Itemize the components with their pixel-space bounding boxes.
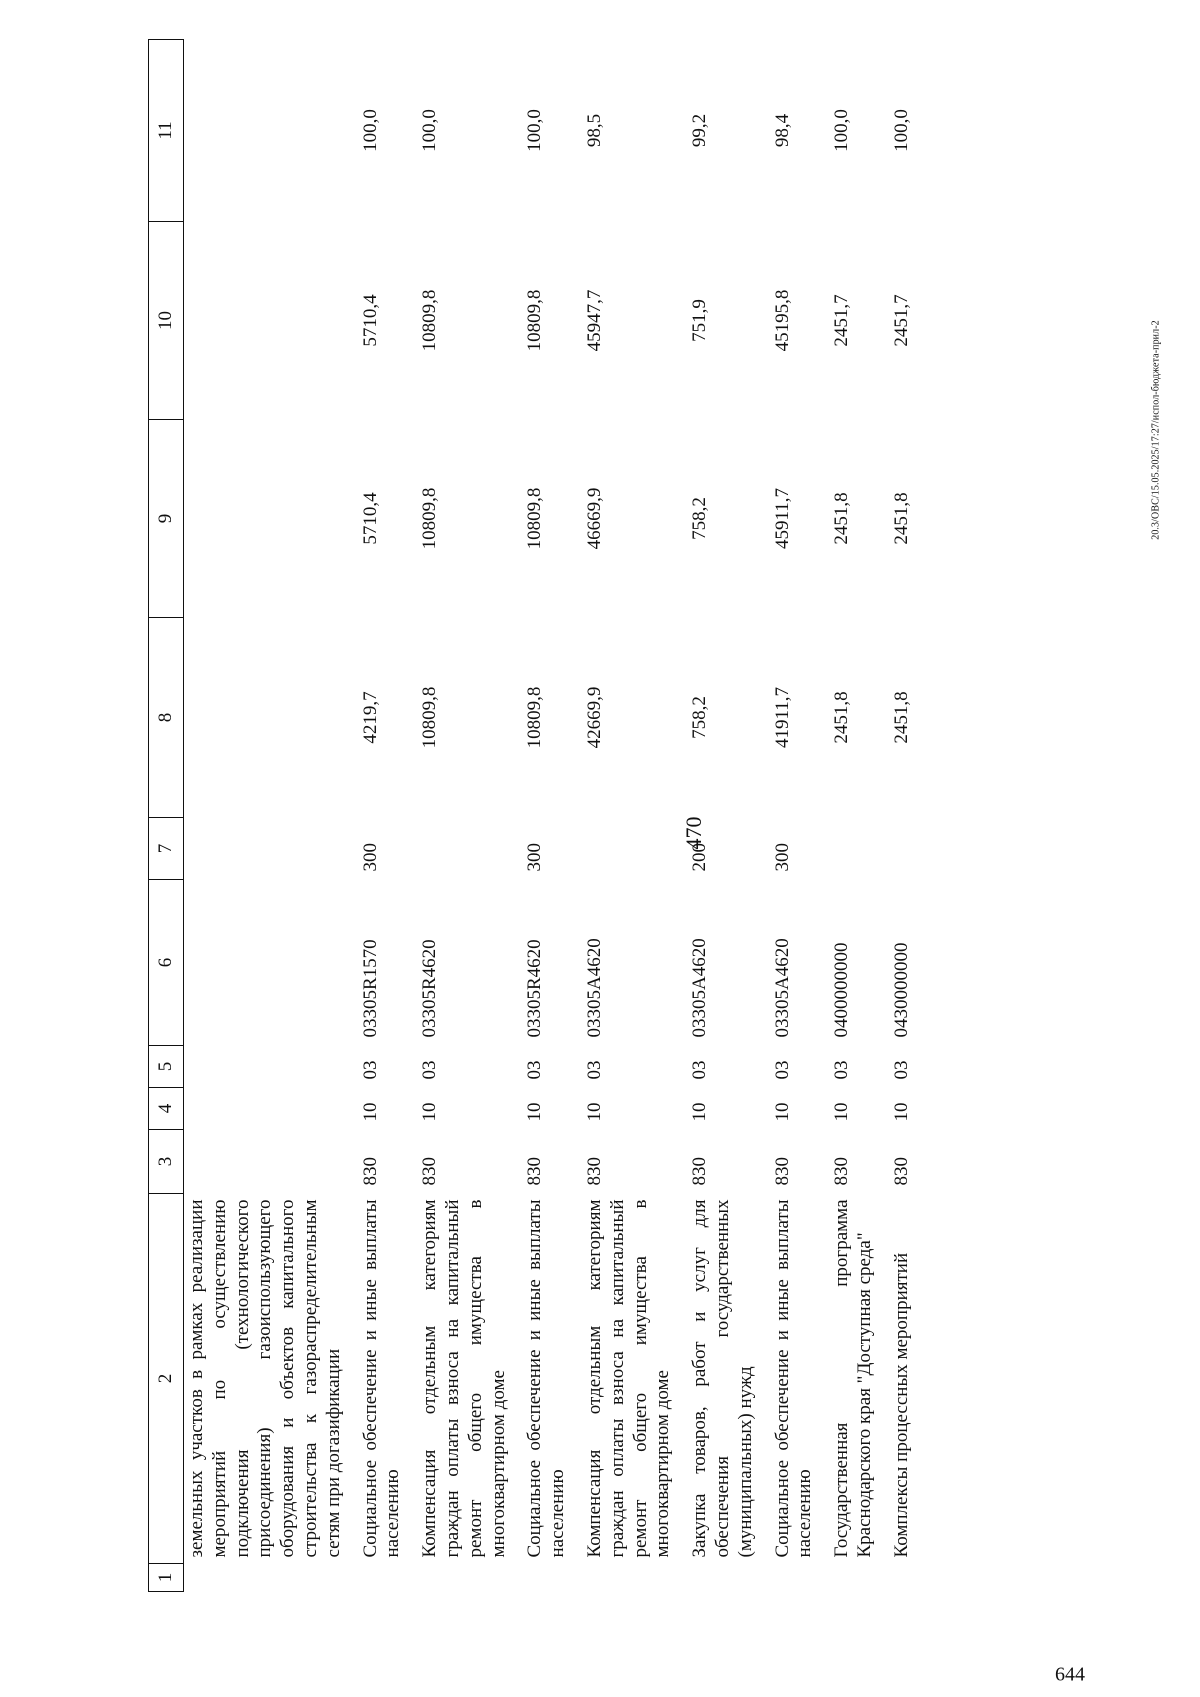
revised-amount-cell: 10809,8 [524, 487, 546, 550]
budget-table-rotated [148, 40, 1200, 1592]
row-number-cell [184, 1564, 356, 1592]
section-cell: 10 [524, 1102, 546, 1122]
revised-amount-cell: 10809,8 [419, 487, 441, 550]
description-cell: Государственная программа Краснодарского края "Доступная среда" [831, 1199, 875, 1558]
approved-amount-cell [184, 618, 356, 818]
expense-type-cell: 300 [359, 843, 381, 872]
execution-percent-cell: 98,5 [583, 113, 605, 148]
column-header: 6 [149, 880, 184, 1046]
column-header: 7 [149, 818, 184, 880]
column-header: 11 [149, 40, 184, 222]
executed-amount-cell: 5710,4 [359, 294, 381, 347]
ministry-code-cell [184, 1130, 356, 1194]
executed-amount-cell: 10809,8 [524, 289, 546, 352]
execution-percent-cell: 100,0 [359, 109, 381, 152]
table-row [685, 40, 767, 1592]
description-cell: Комплексы процессных мероприятий [890, 1252, 912, 1558]
approved-amount-cell: 10809,8 [524, 686, 546, 749]
subsection-cell: 03 [689, 1060, 711, 1080]
ministry-code-cell: 830 [419, 1157, 441, 1186]
column-header: 2 [149, 1194, 184, 1564]
column-header: 1 [149, 1564, 184, 1592]
column-header: 4 [149, 1088, 184, 1130]
ministry-code-cell: 830 [524, 1157, 546, 1186]
section-cell: 10 [419, 1102, 441, 1122]
section-cell: 10 [359, 1102, 381, 1122]
column-header: 3 [149, 1130, 184, 1194]
approved-amount-cell: 2451,8 [890, 691, 912, 744]
description-cell: Компенсация отдельным категориям граждан оплаты взноса на капитальный ремонт общего имущества в многоквартирном доме [583, 1199, 674, 1558]
revised-amount-cell: 2451,8 [831, 492, 853, 545]
target-article-cell: 03305R4620 [524, 939, 546, 1038]
target-article-cell: 0400000000 [831, 942, 853, 1038]
row-number-cell [887, 1564, 924, 1592]
execution-percent-cell: 100,0 [524, 109, 546, 152]
approved-amount-cell: 758,2 [689, 696, 711, 739]
subsection-cell [184, 1046, 356, 1088]
section-cell: 10 [771, 1102, 793, 1122]
executed-amount-cell: 2451,7 [890, 294, 912, 347]
execution-percent-cell: 98,4 [771, 113, 793, 148]
table-row [520, 40, 580, 1592]
section-cell: 10 [831, 1102, 853, 1122]
executed-amount-cell: 751,9 [689, 299, 711, 342]
ministry-code-cell: 830 [583, 1157, 605, 1186]
description-cell: Закупка товаров, работ и услуг для обеспечения государственных (муниципальных) нужд [689, 1199, 756, 1558]
budget-table [148, 39, 924, 1592]
table-header-row [149, 40, 184, 1592]
column-header: 8 [149, 618, 184, 818]
table-row [184, 40, 356, 1592]
table-row [768, 40, 828, 1592]
section-cell: 10 [890, 1102, 912, 1122]
target-article-cell [184, 880, 356, 1046]
ministry-code-cell: 830 [890, 1157, 912, 1186]
approved-amount-cell: 42669,9 [583, 686, 605, 749]
row-number-cell [356, 1564, 416, 1592]
target-article-cell: 03305А4620 [583, 938, 605, 1038]
row-number-cell [768, 1564, 828, 1592]
ministry-code-cell: 830 [771, 1157, 793, 1186]
revised-amount-cell: 758,2 [689, 497, 711, 540]
execution-percent-cell: 99,2 [689, 113, 711, 148]
subsection-cell: 03 [583, 1060, 605, 1080]
row-number-cell [580, 1564, 685, 1592]
approved-amount-cell: 41911,7 [771, 686, 793, 749]
revised-amount-cell: 45911,7 [771, 487, 793, 550]
revised-amount-cell: 46669,9 [583, 487, 605, 550]
expense-type-cell: 200 [689, 843, 711, 872]
target-article-cell: 03305R1570 [359, 939, 381, 1038]
approved-amount-cell: 4219,7 [359, 691, 381, 744]
section-cell: 10 [689, 1102, 711, 1122]
expense-type-cell [415, 818, 520, 880]
executed-amount-cell [184, 222, 356, 420]
column-header: 5 [149, 1046, 184, 1088]
column-header: 10 [149, 222, 184, 420]
ministry-code-cell: 830 [689, 1157, 711, 1186]
ministry-code-cell: 830 [359, 1157, 381, 1186]
subsection-cell: 03 [419, 1060, 441, 1080]
expense-type-cell: 300 [771, 843, 793, 872]
subsection-cell: 03 [831, 1060, 853, 1080]
page-number: 470 [681, 816, 706, 850]
subsection-cell: 03 [890, 1060, 912, 1080]
description-cell: Компенсация отдельным категориям граждан оплаты взноса на капитальный ремонт общего имущества в многоквартирном доме [419, 1199, 509, 1558]
description-cell: Социальное обеспечение и иные выплаты населению [359, 1199, 404, 1558]
row-number-cell [685, 1564, 767, 1592]
row-number-cell [827, 1564, 887, 1592]
approved-amount-cell: 2451,8 [831, 691, 853, 744]
target-article-cell: 0430000000 [890, 942, 912, 1038]
subsection-cell: 03 [524, 1060, 546, 1080]
table-row [580, 40, 685, 1592]
expense-type-cell [827, 818, 887, 880]
executed-amount-cell: 45195,8 [771, 289, 793, 352]
table-row [887, 40, 924, 1592]
executed-amount-cell: 10809,8 [419, 289, 441, 352]
section-cell [184, 1088, 356, 1130]
expense-type-cell [184, 818, 356, 880]
subsection-cell: 03 [359, 1060, 381, 1080]
revised-amount-cell: 5710,4 [359, 492, 381, 545]
executed-amount-cell: 45947,7 [583, 289, 605, 352]
table-body [184, 40, 924, 1592]
revised-amount-cell [184, 420, 356, 618]
revised-amount-cell: 2451,8 [890, 492, 912, 545]
execution-percent-cell [184, 40, 356, 222]
section-cell: 10 [583, 1102, 605, 1122]
approved-amount-cell: 10809,8 [419, 686, 441, 749]
description-cell: Социальное обеспечение и иные выплаты населению [771, 1199, 816, 1558]
ministry-code-cell: 830 [831, 1157, 853, 1186]
expense-type-cell: 300 [524, 843, 546, 872]
description-cell: Социальное обеспечение и иные выплаты населению [524, 1199, 569, 1558]
executed-amount-cell: 2451,7 [831, 294, 853, 347]
target-article-cell: 03305R4620 [419, 939, 441, 1038]
target-article-cell: 03305А4620 [771, 938, 793, 1038]
table-row [827, 40, 887, 1592]
execution-percent-cell: 100,0 [419, 109, 441, 152]
table-row [356, 40, 416, 1592]
expense-type-cell [887, 818, 924, 880]
sheet-number: 644 [1055, 1663, 1085, 1686]
description-cell: земельных участков в рамках реализации мероприятий по осуществлению подключения (технологического присоединения) газоиспользующего оборудования и объектов капитального строительства к газораспределительным сетям при догазификации [186, 1199, 344, 1558]
execution-percent-cell: 100,0 [831, 109, 853, 152]
expense-type-cell [580, 818, 685, 880]
row-number-cell [415, 1564, 520, 1592]
row-number-cell [520, 1564, 580, 1592]
footer-note: 20.3/ОВС/15.05.2025/17:27/испол-бюджета-прил-2 [1150, 320, 1162, 540]
table-row [415, 40, 520, 1592]
execution-percent-cell: 100,0 [890, 109, 912, 152]
subsection-cell: 03 [771, 1060, 793, 1080]
target-article-cell: 03305А4620 [689, 938, 711, 1038]
column-header: 9 [149, 420, 184, 618]
